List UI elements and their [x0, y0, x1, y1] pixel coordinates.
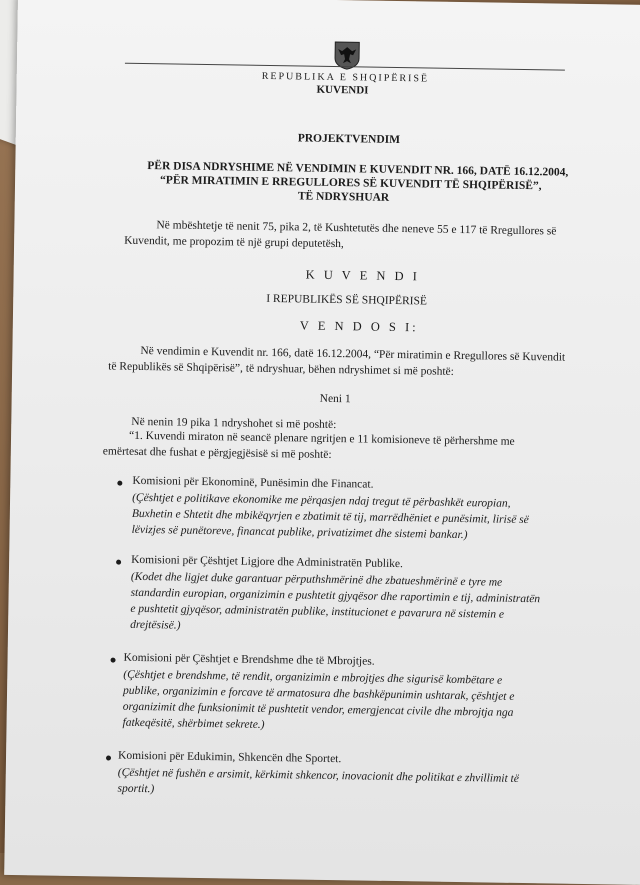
kuvendi-heading: K U V E N D I	[305, 267, 420, 284]
bullet-icon	[117, 481, 122, 486]
preamble-line-2: Kuvendit, me propozim të një grupi deputetësh,	[124, 234, 344, 251]
bullet-icon	[106, 755, 111, 760]
article-heading: Neni 1	[319, 392, 351, 406]
article-line-2: “1. Kuvendi miraton në seancë plenare ngritjen e 11 komisioneve të përhershme me	[128, 429, 515, 448]
committee-scope-line: e pushtetit gjyqësor, administratën publike, institucionet e pavarura në sistemin e	[130, 602, 505, 621]
committee-scope-line: (Kodet dhe ligjet duke garantuar përputhshmërinë dhe zbatueshmërinë e tyre me	[130, 570, 503, 589]
committee-scope-line: organizimit dhe funksionimit të pushtetit vendor, emergjencat civile dhe mbrojtja nga	[122, 700, 514, 719]
intro-line-2: të Republikës së Shqipërisë”, të ndryshuar, bëhen ndryshimet si më poshtë:	[108, 360, 454, 378]
institution-name: KUVENDI	[316, 83, 369, 97]
committee-scope-line: lëvizjes së punëtoreve, financat publike, privatizimet dhe sistemi bankar.)	[131, 523, 468, 542]
committee-scope-line: Buxhetin e Shtetit dhe mbikëqyrjen e zbatimit të tij, marrëdhëniet e punësimit, lirisë së	[131, 507, 529, 527]
bullet-icon	[111, 658, 116, 663]
committee-scope-line: (Çështjet e politikave ekonomike me përqasjen ndaj tregut të përbashkët europian,	[132, 491, 511, 510]
committee-name: Komisioni për Ekonominë, Punësimin dhe Financat.	[132, 474, 374, 491]
bullet-icon	[116, 560, 121, 565]
intro-line-1: Në vendimin e Kuvendit nr. 166, datë 16.12.2004, “Për miratimin e Rregullores së Kuvendit	[140, 344, 566, 364]
committee-scope-line: standardin europian, organizimin e pushtetit gjyqësor dhe raportimin e tij, administratën	[130, 586, 541, 606]
committee-name: Komisioni për Çështjet e Brendshme dhe të Mbrojtjes.	[123, 651, 375, 668]
republic-name: REPUBLIKA E SHQIPËRISË	[261, 70, 430, 85]
article-line-1: Në nenin 19 pika 1 ndryshohet si më poshtë:	[131, 415, 337, 432]
article-line-3: emërtesat dhe fushat e përgjegjësisë si më poshtë:	[102, 445, 332, 461]
committee-scope-line: fatkeqësitë, shërbimet sekrete.)	[122, 716, 265, 731]
title-line-2: “PËR MIRATIMIN E RREGULLORES SË KUVENDIT TË SHQIPËRISË”,	[160, 174, 542, 193]
committee-scope-line: sportit.)	[117, 782, 155, 796]
decides-heading: V E N D O S I:	[299, 318, 419, 335]
committee-scope-line: (Çështjet e brendshme, të rendit, organizimin e mbrojtjes dhe sigurisë kombëtare e	[123, 668, 503, 687]
committee-scope-line: drejtësisë.)	[130, 618, 181, 632]
committee-scope-line: (Çështjet në fushën e arsimit, kërkimit shkencor, inovacionit dhe politikat e zhvillimit të	[117, 766, 519, 785]
committee-scope-line: publike, organizimin e forcave të armatosura dhe bashkëpunimin ushtarak, çështjet e	[122, 684, 515, 703]
document-type: PROJEKTVENDIM	[297, 132, 401, 147]
republic-heading: I REPUBLIKËS SË SHQIPËRISË	[266, 292, 428, 308]
title-line-1: PËR DISA NDRYSHIME NË VENDIMIN E KUVENDIT NR. 166, DATË 16.12.2004,	[147, 160, 569, 179]
preamble-line-1: Në mbështetje të nenit 75, pika 2, të Kushtetutës dhe neneve 55 e 117 të Rregullores së	[156, 219, 557, 238]
committee-name: Komisioni për Çështjet Ligjore dhe Administratën Publike.	[131, 553, 404, 571]
document-page	[4, 0, 640, 885]
title-line-3: TË NDRYSHUAR	[297, 190, 390, 204]
committee-name: Komisioni për Edukimin, Shkencën dhe Sportet.	[117, 749, 342, 766]
